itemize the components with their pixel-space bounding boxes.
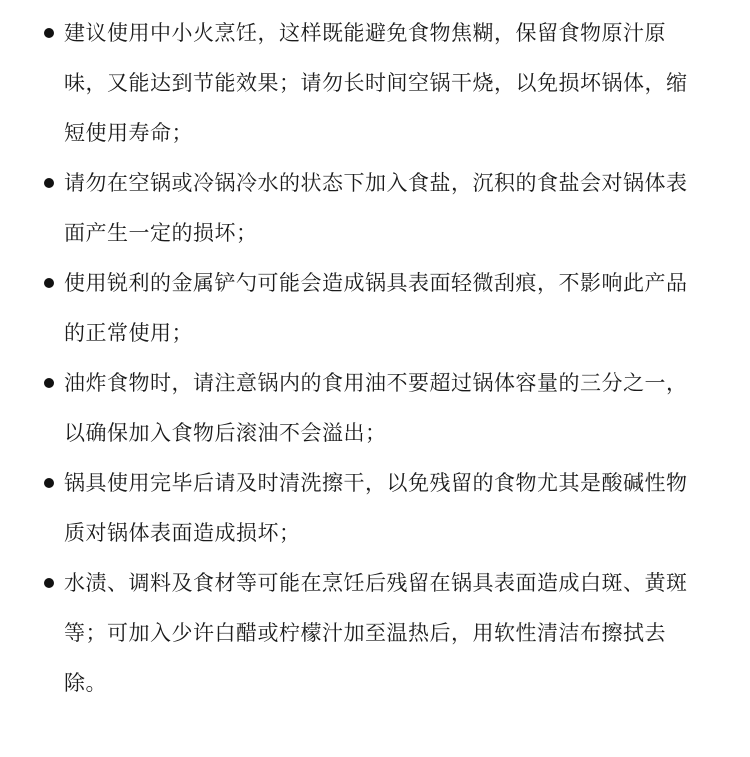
bullet-dot-icon bbox=[44, 178, 54, 188]
care-note-item bbox=[0, 558, 750, 708]
care-note-item bbox=[0, 358, 750, 458]
care-notes-list bbox=[0, 8, 750, 708]
bullet-dot-icon bbox=[44, 378, 54, 388]
care-note-text: 锅具使用完毕后请及时清洗擦干，以免残留的食物尤其是酸碱性物质对锅体表面造成损坏； bbox=[64, 471, 688, 545]
care-note-item bbox=[0, 258, 750, 358]
care-note-item bbox=[0, 458, 750, 558]
bullet-dot-icon bbox=[44, 478, 54, 488]
care-note-text: 使用锐利的金属铲勺可能会造成锅具表面轻微刮痕，不影响此产品的正常使用； bbox=[64, 271, 688, 345]
bullet-dot-icon bbox=[44, 278, 54, 288]
care-note-item bbox=[0, 8, 750, 158]
care-note-text: 油炸食物时，请注意锅内的食用油不要超过锅体容量的三分之一，以确保加入食物后滚油不会溢出； bbox=[64, 371, 688, 445]
care-note-text: 建议使用中小火烹饪，这样既能避免食物焦糊，保留食物原汁原味，又能达到节能效果；请勿长时间空锅干烧，以免损坏锅体，缩短使用寿命； bbox=[64, 21, 688, 145]
care-note-text: 请勿在空锅或冷锅冷水的状态下加入食盐，沉积的食盐会对锅体表面产生一定的损坏； bbox=[64, 171, 688, 245]
bullet-dot-icon bbox=[44, 578, 54, 588]
bullet-dot-icon bbox=[44, 28, 54, 38]
care-note-text: 水渍、调料及食材等可能在烹饪后残留在锅具表面造成白斑、黄斑等；可加入少许白醋或柠檬汁加至温热后，用软性清洁布擦拭去除。 bbox=[64, 571, 688, 695]
care-note-item bbox=[0, 158, 750, 258]
